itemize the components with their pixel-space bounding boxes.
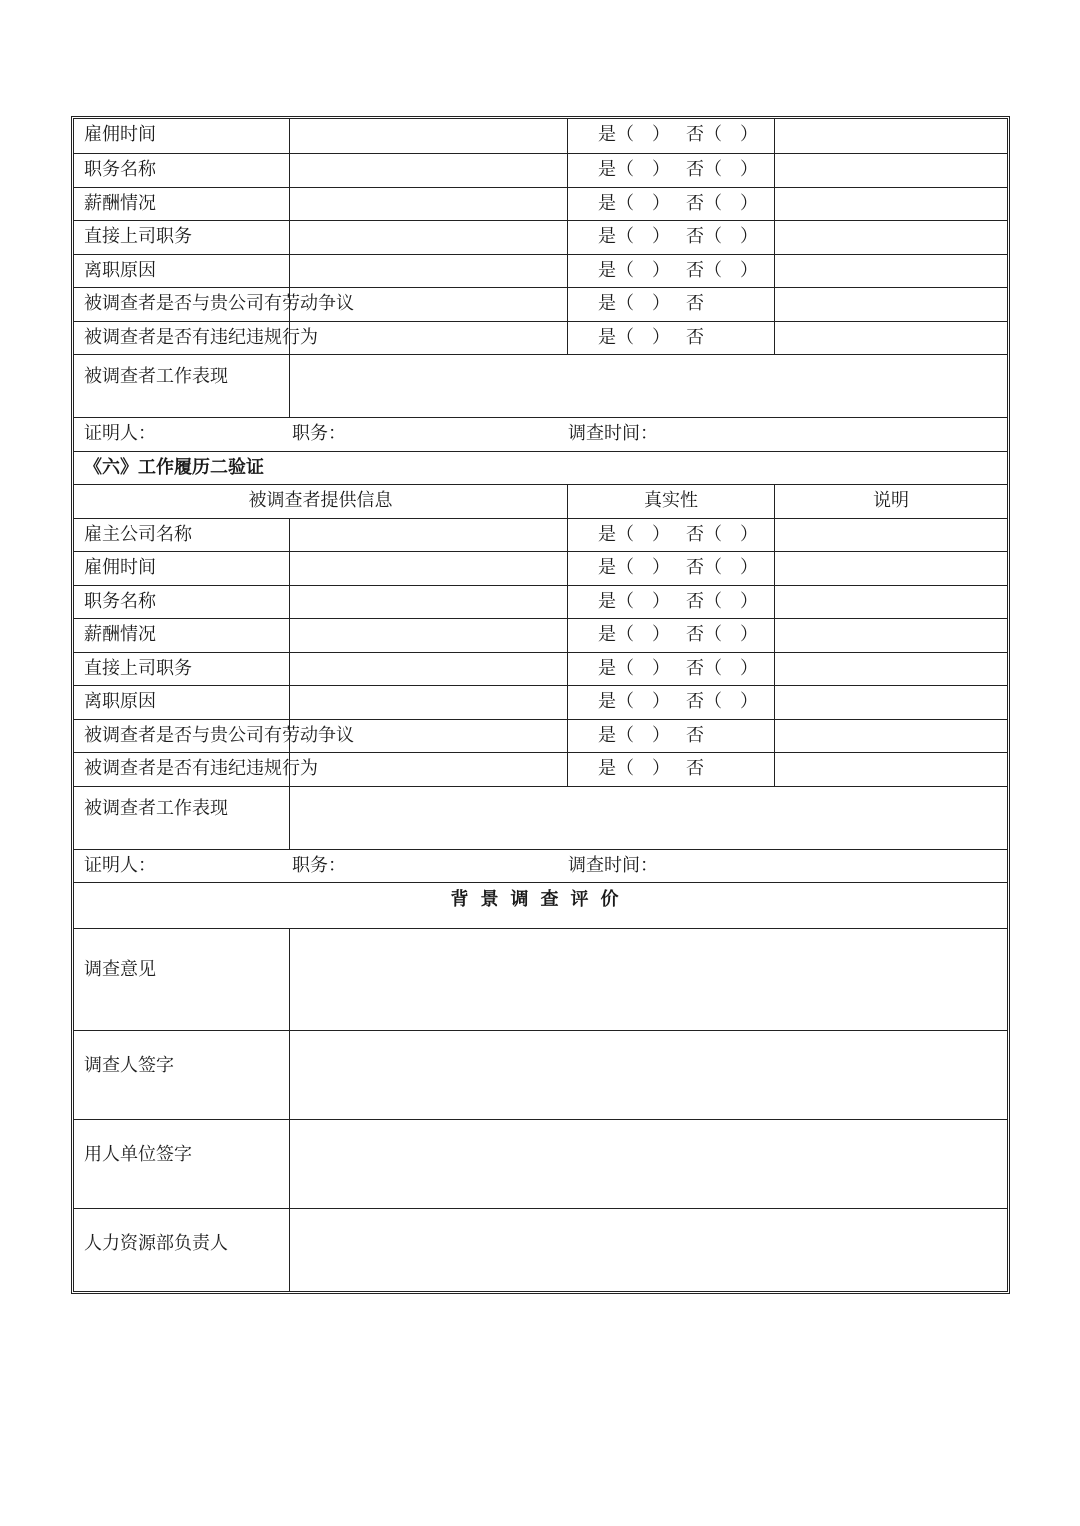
row-label: 离职原因 bbox=[84, 691, 156, 712]
row-label: 直接上司职务 bbox=[84, 226, 192, 247]
survey-time-label: 调查时间： bbox=[568, 423, 658, 444]
table-row bbox=[74, 154, 1007, 188]
info-value-field[interactable] bbox=[289, 255, 567, 288]
open-paren: （ bbox=[616, 226, 634, 247]
row-label: 雇佣时间 bbox=[84, 557, 156, 578]
yes-label: 是 bbox=[598, 557, 616, 578]
no-option[interactable] bbox=[686, 154, 758, 186]
open-paren: （ bbox=[704, 226, 722, 247]
yes-checkbox[interactable] bbox=[616, 255, 670, 287]
background-check-form bbox=[71, 116, 1010, 1294]
yes-checkbox[interactable] bbox=[616, 322, 670, 354]
yes-option[interactable] bbox=[598, 221, 670, 253]
yes-checkbox[interactable] bbox=[616, 188, 670, 220]
close-paren: ） bbox=[652, 226, 670, 247]
open-paren: （ bbox=[616, 557, 634, 578]
row-label: 雇佣时间 bbox=[84, 124, 156, 145]
no-label: 否 bbox=[686, 124, 704, 145]
evaluation-row bbox=[74, 1031, 1007, 1120]
open-paren: （ bbox=[704, 192, 722, 214]
authenticity-cell bbox=[567, 519, 774, 552]
note-field[interactable] bbox=[774, 154, 1007, 187]
authenticity-cell bbox=[567, 586, 774, 619]
open-paren: （ bbox=[704, 691, 722, 712]
yes-label: 是 bbox=[598, 259, 616, 281]
close-paren: ） bbox=[740, 691, 758, 712]
evaluation-field[interactable] bbox=[289, 1031, 1007, 1119]
authenticity-cell bbox=[567, 288, 774, 321]
yes-option[interactable] bbox=[598, 753, 670, 785]
no-option[interactable] bbox=[686, 586, 758, 618]
close-paren: ） bbox=[740, 624, 758, 645]
close-paren: ） bbox=[652, 758, 670, 779]
info-value-field[interactable] bbox=[289, 753, 567, 786]
yes-checkbox[interactable] bbox=[616, 653, 670, 685]
authenticity-cell bbox=[567, 188, 774, 221]
header-authenticity: 真实性 bbox=[567, 485, 774, 518]
survey-time-label: 调查时间： bbox=[568, 854, 658, 876]
note-field[interactable] bbox=[774, 188, 1007, 221]
yes-checkbox[interactable] bbox=[616, 586, 670, 618]
no-label: 否 bbox=[686, 691, 704, 712]
note-field[interactable] bbox=[774, 619, 1007, 652]
evaluation-field[interactable] bbox=[289, 929, 1007, 1030]
close-paren: ） bbox=[652, 326, 670, 348]
no-checkbox[interactable] bbox=[704, 686, 758, 718]
no-label: 否 bbox=[686, 557, 704, 578]
yes-checkbox[interactable] bbox=[616, 519, 670, 551]
no-option[interactable] bbox=[686, 686, 758, 718]
close-paren: ） bbox=[740, 226, 758, 247]
open-paren: （ bbox=[616, 590, 634, 612]
certifier-row bbox=[74, 418, 1007, 452]
yes-label: 是 bbox=[598, 124, 616, 145]
authenticity-cell bbox=[567, 322, 774, 355]
row-label: 直接上司职务 bbox=[84, 657, 192, 679]
no-label: 否 bbox=[686, 326, 704, 348]
info-value-field[interactable] bbox=[289, 619, 567, 652]
header-note: 说明 bbox=[774, 485, 1007, 518]
authenticity-cell bbox=[567, 753, 774, 786]
yes-checkbox[interactable] bbox=[616, 119, 670, 151]
close-paren: ） bbox=[652, 557, 670, 578]
yes-checkbox[interactable] bbox=[616, 552, 670, 584]
yes-checkbox[interactable] bbox=[616, 154, 670, 186]
close-paren: ） bbox=[740, 159, 758, 180]
info-value-field[interactable] bbox=[289, 188, 567, 221]
yes-label: 是 bbox=[598, 159, 616, 180]
open-paren: （ bbox=[704, 624, 722, 645]
yes-label: 是 bbox=[598, 523, 616, 545]
table-row bbox=[74, 322, 1007, 356]
authenticity-cell bbox=[567, 221, 774, 254]
yes-option[interactable] bbox=[598, 653, 670, 685]
close-paren: ） bbox=[740, 192, 758, 214]
yes-label: 是 bbox=[598, 758, 616, 779]
row-label: 雇主公司名称 bbox=[84, 523, 192, 545]
section-title: 《六》工作履历二验证 bbox=[84, 456, 264, 478]
close-paren: ） bbox=[652, 259, 670, 281]
info-value-field[interactable] bbox=[289, 322, 567, 355]
no-checkbox[interactable] bbox=[704, 552, 758, 584]
performance-row bbox=[74, 787, 1007, 850]
table-row bbox=[74, 119, 1007, 154]
yes-option[interactable] bbox=[598, 288, 670, 320]
performance-row bbox=[74, 355, 1007, 418]
header-info: 被调查者提供信息 bbox=[248, 490, 393, 511]
no-label: 否 bbox=[686, 293, 704, 314]
close-paren: ） bbox=[740, 590, 758, 612]
close-paren: ） bbox=[652, 590, 670, 612]
no-checkbox[interactable] bbox=[704, 154, 758, 186]
row-label: 离职原因 bbox=[84, 259, 156, 281]
table-row bbox=[74, 519, 1007, 553]
row-label: 被调查者是否有违纪违规行为 bbox=[84, 758, 318, 779]
close-paren: ） bbox=[652, 691, 670, 712]
open-paren: （ bbox=[616, 326, 634, 348]
row-label: 职务名称 bbox=[84, 159, 156, 180]
performance-label: 被调查者工作表现 bbox=[84, 366, 228, 387]
open-paren: （ bbox=[616, 159, 634, 180]
position-label: 职务： bbox=[292, 854, 346, 876]
yes-label: 是 bbox=[598, 226, 616, 247]
row-label: 薪酬情况 bbox=[84, 624, 156, 645]
close-paren: ） bbox=[652, 293, 670, 314]
no-label: 否 bbox=[686, 259, 704, 281]
open-paren: （ bbox=[616, 758, 634, 779]
open-paren: （ bbox=[704, 657, 722, 679]
table-row bbox=[74, 255, 1007, 289]
no-label: 否 bbox=[686, 523, 704, 545]
evaluation-label: 调查人签字 bbox=[84, 1055, 174, 1076]
yes-label: 是 bbox=[598, 624, 616, 645]
performance-label: 被调查者工作表现 bbox=[84, 797, 228, 819]
table-row bbox=[74, 188, 1007, 222]
row-label: 薪酬情况 bbox=[84, 192, 156, 214]
yes-option[interactable] bbox=[598, 255, 670, 287]
no-option[interactable] bbox=[686, 619, 758, 651]
row-label: 职务名称 bbox=[84, 590, 156, 612]
no-label: 否 bbox=[686, 159, 704, 180]
no-option[interactable] bbox=[686, 288, 704, 320]
yes-label: 是 bbox=[598, 590, 616, 612]
certifier-row bbox=[74, 850, 1007, 884]
yes-label: 是 bbox=[598, 724, 616, 746]
performance-field[interactable] bbox=[289, 787, 1007, 849]
note-field[interactable] bbox=[774, 586, 1007, 619]
authenticity-cell bbox=[567, 119, 774, 153]
evaluation-row bbox=[74, 1209, 1007, 1291]
table-row bbox=[74, 552, 1007, 586]
authenticity-cell bbox=[567, 619, 774, 652]
evaluation-label: 人力资源部负责人 bbox=[84, 1233, 228, 1254]
no-label: 否 bbox=[686, 624, 704, 645]
table-row bbox=[74, 586, 1007, 620]
no-option[interactable] bbox=[686, 119, 758, 151]
note-field[interactable] bbox=[774, 686, 1007, 719]
no-option[interactable] bbox=[686, 753, 704, 785]
note-field[interactable] bbox=[774, 519, 1007, 552]
table-row bbox=[74, 653, 1007, 687]
open-paren: （ bbox=[704, 523, 722, 545]
evaluation-field[interactable] bbox=[289, 1120, 1007, 1208]
info-value-field[interactable] bbox=[289, 154, 567, 187]
no-option[interactable] bbox=[686, 255, 758, 287]
open-paren: （ bbox=[704, 590, 722, 612]
yes-checkbox[interactable] bbox=[616, 720, 670, 752]
open-paren: （ bbox=[704, 259, 722, 281]
yes-label: 是 bbox=[598, 192, 616, 214]
note-field[interactable] bbox=[774, 255, 1007, 288]
authenticity-cell bbox=[567, 255, 774, 288]
authenticity-cell bbox=[567, 686, 774, 719]
close-paren: ） bbox=[652, 657, 670, 679]
note-field[interactable] bbox=[774, 653, 1007, 686]
no-checkbox[interactable] bbox=[704, 586, 758, 618]
info-value-field[interactable] bbox=[289, 586, 567, 619]
no-label: 否 bbox=[686, 758, 704, 779]
yes-option[interactable] bbox=[598, 619, 670, 651]
section-title-row bbox=[74, 452, 1007, 486]
yes-option[interactable] bbox=[598, 519, 670, 551]
evaluation-label: 调查意见 bbox=[84, 959, 156, 980]
evaluation-field[interactable] bbox=[289, 1209, 1007, 1291]
authenticity-cell bbox=[567, 720, 774, 753]
open-paren: （ bbox=[616, 124, 634, 145]
no-option[interactable] bbox=[686, 519, 758, 551]
note-field[interactable] bbox=[774, 119, 1007, 153]
certifier-label: 证明人： bbox=[84, 854, 156, 876]
yes-checkbox[interactable] bbox=[616, 686, 670, 718]
no-checkbox[interactable] bbox=[704, 221, 758, 253]
open-paren: （ bbox=[616, 724, 634, 746]
yes-option[interactable] bbox=[598, 720, 670, 752]
note-field[interactable] bbox=[774, 720, 1007, 753]
info-value-field[interactable] bbox=[289, 119, 567, 153]
open-paren: （ bbox=[616, 523, 634, 545]
no-checkbox[interactable] bbox=[704, 188, 758, 220]
note-field[interactable] bbox=[774, 552, 1007, 585]
close-paren: ） bbox=[652, 624, 670, 645]
table-row bbox=[74, 720, 1007, 754]
info-value-field[interactable] bbox=[289, 288, 567, 321]
close-paren: ） bbox=[740, 557, 758, 578]
open-paren: （ bbox=[616, 691, 634, 712]
close-paren: ） bbox=[652, 724, 670, 746]
open-paren: （ bbox=[704, 557, 722, 578]
certifier-label: 证明人： bbox=[84, 423, 156, 444]
yes-option[interactable] bbox=[598, 686, 670, 718]
yes-option[interactable] bbox=[598, 188, 670, 220]
evaluation-row bbox=[74, 929, 1007, 1031]
note-field[interactable] bbox=[774, 322, 1007, 355]
row-label: 被调查者是否与贵公司有劳动争议 bbox=[84, 293, 354, 314]
note-field[interactable] bbox=[774, 288, 1007, 321]
yes-checkbox[interactable] bbox=[616, 753, 670, 785]
no-label: 否 bbox=[686, 226, 704, 247]
close-paren: ） bbox=[652, 124, 670, 145]
close-paren: ） bbox=[740, 259, 758, 281]
no-label: 否 bbox=[686, 657, 704, 679]
no-option[interactable] bbox=[686, 188, 758, 220]
no-checkbox[interactable] bbox=[704, 119, 758, 151]
info-value-field[interactable] bbox=[289, 519, 567, 552]
row-label: 被调查者是否与贵公司有劳动争议 bbox=[84, 724, 354, 746]
close-paren: ） bbox=[652, 159, 670, 180]
no-checkbox[interactable] bbox=[704, 255, 758, 287]
table-row bbox=[74, 288, 1007, 322]
info-value-field[interactable] bbox=[289, 552, 567, 585]
no-option[interactable] bbox=[686, 322, 704, 354]
info-value-field[interactable] bbox=[289, 653, 567, 686]
open-paren: （ bbox=[704, 159, 722, 180]
yes-label: 是 bbox=[598, 691, 616, 712]
row-label: 被调查者是否有违纪违规行为 bbox=[84, 326, 318, 348]
no-checkbox[interactable] bbox=[704, 653, 758, 685]
evaluation-title-row bbox=[74, 883, 1007, 929]
open-paren: （ bbox=[704, 124, 722, 145]
no-option[interactable] bbox=[686, 720, 704, 752]
close-paren: ） bbox=[652, 192, 670, 214]
no-label: 否 bbox=[686, 192, 704, 214]
close-paren: ） bbox=[740, 523, 758, 545]
info-value-field[interactable] bbox=[289, 720, 567, 753]
no-checkbox[interactable] bbox=[704, 619, 758, 651]
yes-checkbox[interactable] bbox=[616, 619, 670, 651]
yes-label: 是 bbox=[598, 657, 616, 679]
yes-option[interactable] bbox=[598, 119, 670, 151]
table-row bbox=[74, 221, 1007, 255]
authenticity-cell bbox=[567, 653, 774, 686]
no-label: 否 bbox=[686, 590, 704, 612]
open-paren: （ bbox=[616, 192, 634, 214]
table-row bbox=[74, 686, 1007, 720]
yes-checkbox[interactable] bbox=[616, 221, 670, 253]
info-value-field[interactable] bbox=[289, 686, 567, 719]
no-option[interactable] bbox=[686, 221, 758, 253]
open-paren: （ bbox=[616, 293, 634, 314]
info-value-field[interactable] bbox=[289, 221, 567, 254]
open-paren: （ bbox=[616, 657, 634, 679]
position-label: 职务： bbox=[292, 423, 346, 444]
yes-option[interactable] bbox=[598, 154, 670, 186]
close-paren: ） bbox=[740, 124, 758, 145]
evaluation-row bbox=[74, 1120, 1007, 1209]
authenticity-cell bbox=[567, 154, 774, 187]
note-field[interactable] bbox=[774, 753, 1007, 786]
yes-option[interactable] bbox=[598, 552, 670, 584]
yes-label: 是 bbox=[598, 326, 616, 348]
no-checkbox[interactable] bbox=[704, 519, 758, 551]
yes-option[interactable] bbox=[598, 322, 670, 354]
authenticity-cell bbox=[567, 552, 774, 585]
note-field[interactable] bbox=[774, 221, 1007, 254]
evaluation-title: 背景调查评价 bbox=[450, 889, 631, 910]
yes-option[interactable] bbox=[598, 586, 670, 618]
yes-checkbox[interactable] bbox=[616, 288, 670, 320]
evaluation-label: 用人单位签字 bbox=[84, 1144, 192, 1165]
performance-field[interactable] bbox=[289, 355, 1007, 417]
yes-label: 是 bbox=[598, 293, 616, 314]
table-row bbox=[74, 619, 1007, 653]
open-paren: （ bbox=[616, 259, 634, 281]
table-header-row bbox=[74, 485, 1007, 519]
no-option[interactable] bbox=[686, 552, 758, 584]
table-row bbox=[74, 753, 1007, 787]
no-option[interactable] bbox=[686, 653, 758, 685]
close-paren: ） bbox=[652, 523, 670, 545]
open-paren: （ bbox=[616, 624, 634, 645]
no-label: 否 bbox=[686, 724, 704, 746]
close-paren: ） bbox=[740, 657, 758, 679]
